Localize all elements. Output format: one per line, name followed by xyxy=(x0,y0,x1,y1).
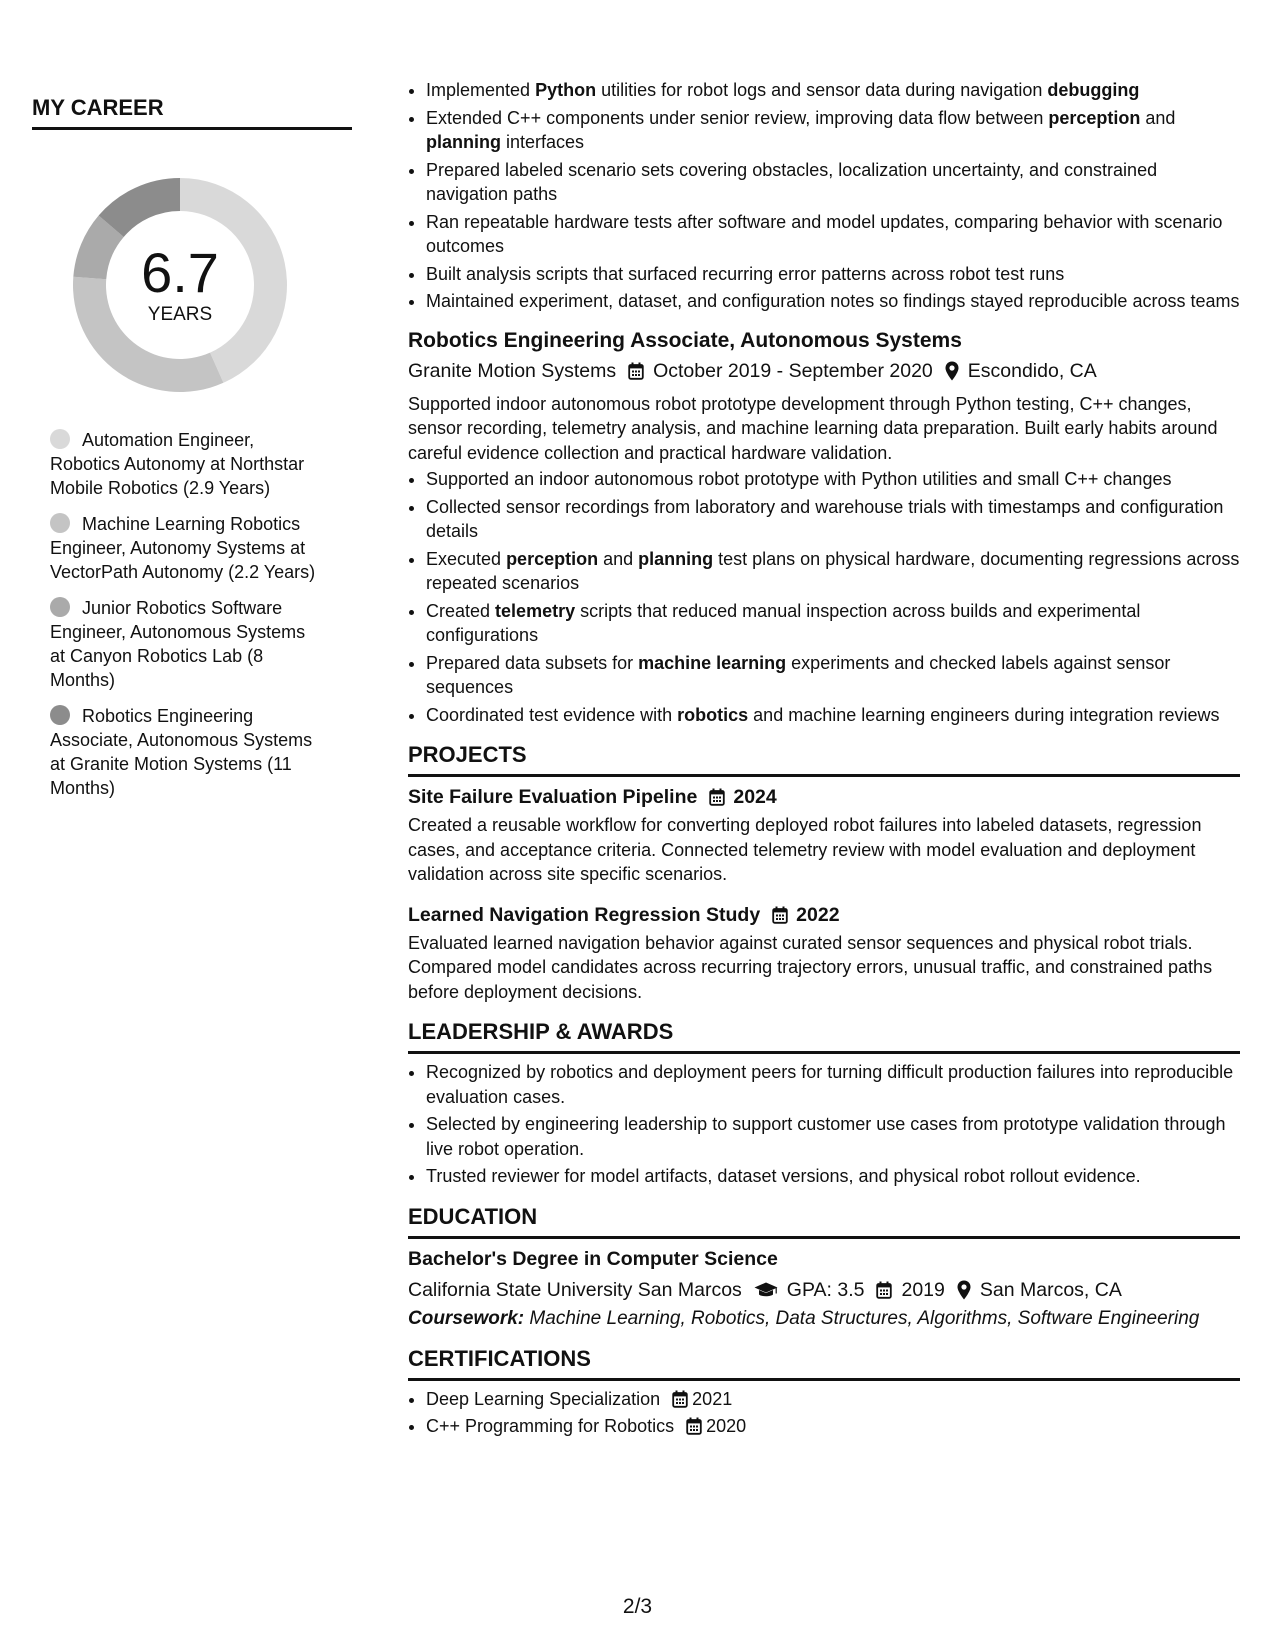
calendar-icon xyxy=(709,788,725,806)
school-name: California State University San Marcos xyxy=(408,1278,742,1301)
graduation-cap-icon xyxy=(754,1282,778,1298)
job-dates: October 2019 - September 2020 xyxy=(653,359,933,382)
certification-name: • C++ Programming for Robotics xyxy=(426,1416,675,1436)
leadership-bullets xyxy=(408,1060,1240,1189)
gpa: GPA: 3.5 xyxy=(786,1278,865,1301)
legend-dot xyxy=(50,705,70,725)
certification-item xyxy=(426,1387,1240,1412)
education-meta xyxy=(408,1275,1240,1305)
project-name: Learned Navigation Regression Study xyxy=(408,903,761,926)
education-heading: EDUCATION xyxy=(408,1203,1240,1239)
bullet: • Maintained experiment, dataset, and configuration notes so findings stayed reproducible across teams xyxy=(426,289,1240,314)
bullet: • Coordinated test evidence with robotics and machine learning engineers during integration reviews xyxy=(426,703,1240,728)
job-location: Escondido, CA xyxy=(967,359,1097,382)
coursework-list: Machine Learning, Robotics, Data Structures, Algorithms, Software Engineering xyxy=(529,1307,1200,1329)
school-location: San Marcos, CA xyxy=(979,1278,1122,1301)
bullet: • Ran repeatable hardware tests after software and model updates, comparing behavior with scenario outcomes xyxy=(426,210,1240,259)
location-pin-icon xyxy=(957,1280,971,1300)
donut-center xyxy=(65,170,295,400)
location-pin-icon xyxy=(945,361,959,381)
bullet: • Extended C++ components under senior review, improving data flow between perception and planning interfaces xyxy=(426,106,1240,155)
total-years-value: 6.7 xyxy=(141,241,219,304)
project-description: Created a reusable workflow for converting deployed robot failures into labeled datasets, regression cases, and acceptance criteria. Connected telemetry review with model evaluation and deployment validation across site specific scenarios. xyxy=(408,815,1202,884)
leadership-heading: LEADERSHIP & AWARDS xyxy=(408,1018,1240,1054)
projects-heading: PROJECTS xyxy=(408,741,1240,777)
certifications-heading: CERTIFICATIONS xyxy=(408,1345,1240,1381)
bullet: • Recognized by robotics and deployment peers for turning difficult production failures into reproducible evaluation cases. xyxy=(426,1060,1240,1109)
legend-label: Robotics Engineering Associate, Autonomous Systems at Granite Motion Systems (11 Months) xyxy=(50,706,313,798)
degree-title: Bachelor's Degree in Computer Science xyxy=(408,1247,778,1270)
job-meta xyxy=(408,356,1240,386)
graduation-year: 2019 xyxy=(901,1278,945,1301)
main-content xyxy=(408,78,1240,1442)
certification-year: 2021 xyxy=(692,1388,733,1409)
bullet: • Supported an indoor autonomous robot prototype with Python utilities and small C++ changes xyxy=(426,467,1240,492)
previous-job-bullets xyxy=(408,78,1240,314)
legend-dot xyxy=(50,597,70,617)
project-description: Evaluated learned navigation behavior against curated sensor sequences and physical robot trials. Compared model candidates across recurring trajectory errors, unusual traffic, and constrained paths before deployment decisions. xyxy=(408,932,1213,1002)
career-legend xyxy=(50,428,320,800)
career-donut-chart xyxy=(65,170,295,400)
certifications-list xyxy=(408,1387,1240,1439)
legend-label: Automation Engineer, Robotics Autonomy at Northstar Mobile Robotics (2.9 Years) xyxy=(50,430,305,498)
coursework-label: Coursework: xyxy=(408,1307,525,1329)
bullet: • Prepared data subsets for machine learning experiments and checked labels against sensor sequences xyxy=(426,651,1240,700)
coursework xyxy=(408,1307,1240,1331)
certification-item xyxy=(426,1414,1240,1439)
bullet: • Created telemetry scripts that reduced manual inspection across builds and experimental configurations xyxy=(426,599,1240,648)
project-year: 2024 xyxy=(733,786,777,808)
legend-dot xyxy=(50,513,70,533)
certification-year: 2020 xyxy=(706,1416,747,1436)
bullet: • Prepared labeled scenario sets covering obstacles, localization uncertainty, and constrained navigation paths xyxy=(426,158,1240,207)
calendar-icon xyxy=(772,906,788,924)
career-sidebar xyxy=(32,95,352,812)
page-number: 2/3 xyxy=(622,1595,653,1618)
career-legend-item xyxy=(50,704,320,800)
certification-name: • Deep Learning Specialization xyxy=(426,1388,661,1409)
bullet: • Selected by engineering leadership to support customer use cases from prototype validation through live robot operation. xyxy=(426,1112,1240,1161)
job-bullets xyxy=(408,467,1240,727)
bullet: • Built analysis scripts that surfaced recurring error patterns across robot test runs xyxy=(426,262,1240,287)
calendar-icon xyxy=(628,362,644,380)
career-legend-item xyxy=(50,512,320,584)
career-legend-item xyxy=(50,428,320,500)
bullet: • Collected sensor recordings from laboratory and warehouse trials with timestamps and configuration details xyxy=(426,495,1240,544)
career-section-title: MY CAREER xyxy=(32,95,352,130)
bullet: • Trusted reviewer for model artifacts, dataset versions, and physical robot rollout evidence. xyxy=(426,1164,1240,1189)
calendar-icon xyxy=(672,1390,688,1408)
bullet: • Executed perception and planning test plans on physical hardware, documenting regressions across repeated scenarios xyxy=(426,547,1240,596)
legend-dot xyxy=(50,429,70,449)
project-year: 2022 xyxy=(796,903,840,926)
legend-label: Machine Learning Robotics Engineer, Autonomy Systems at VectorPath Autonomy (2.2 Years) xyxy=(50,514,316,582)
career-legend-item xyxy=(50,596,320,692)
bullet: • Implemented Python utilities for robot logs and sensor data during navigation debugging xyxy=(426,78,1240,103)
calendar-icon xyxy=(876,1281,892,1299)
company-name: Granite Motion Systems xyxy=(408,359,617,382)
project-title xyxy=(408,901,1240,929)
project-name: Site Failure Evaluation Pipeline xyxy=(408,786,698,808)
legend-label: Junior Robotics Software Engineer, Autonomous Systems at Canyon Robotics Lab (8 Months) xyxy=(50,598,306,690)
job-title: Robotics Engineering Associate, Autonomous Systems xyxy=(408,328,962,352)
project-title xyxy=(408,783,1240,811)
total-years-unit: YEARS xyxy=(147,304,213,325)
job-description: Supported indoor autonomous robot prototype development through Python testing, C++ changes, sensor recording, telemetry analysis, and machine learning data preparation. Built early habits around careful evidence collection and practical hardware validation. xyxy=(408,393,1218,463)
calendar-icon xyxy=(686,1417,702,1435)
